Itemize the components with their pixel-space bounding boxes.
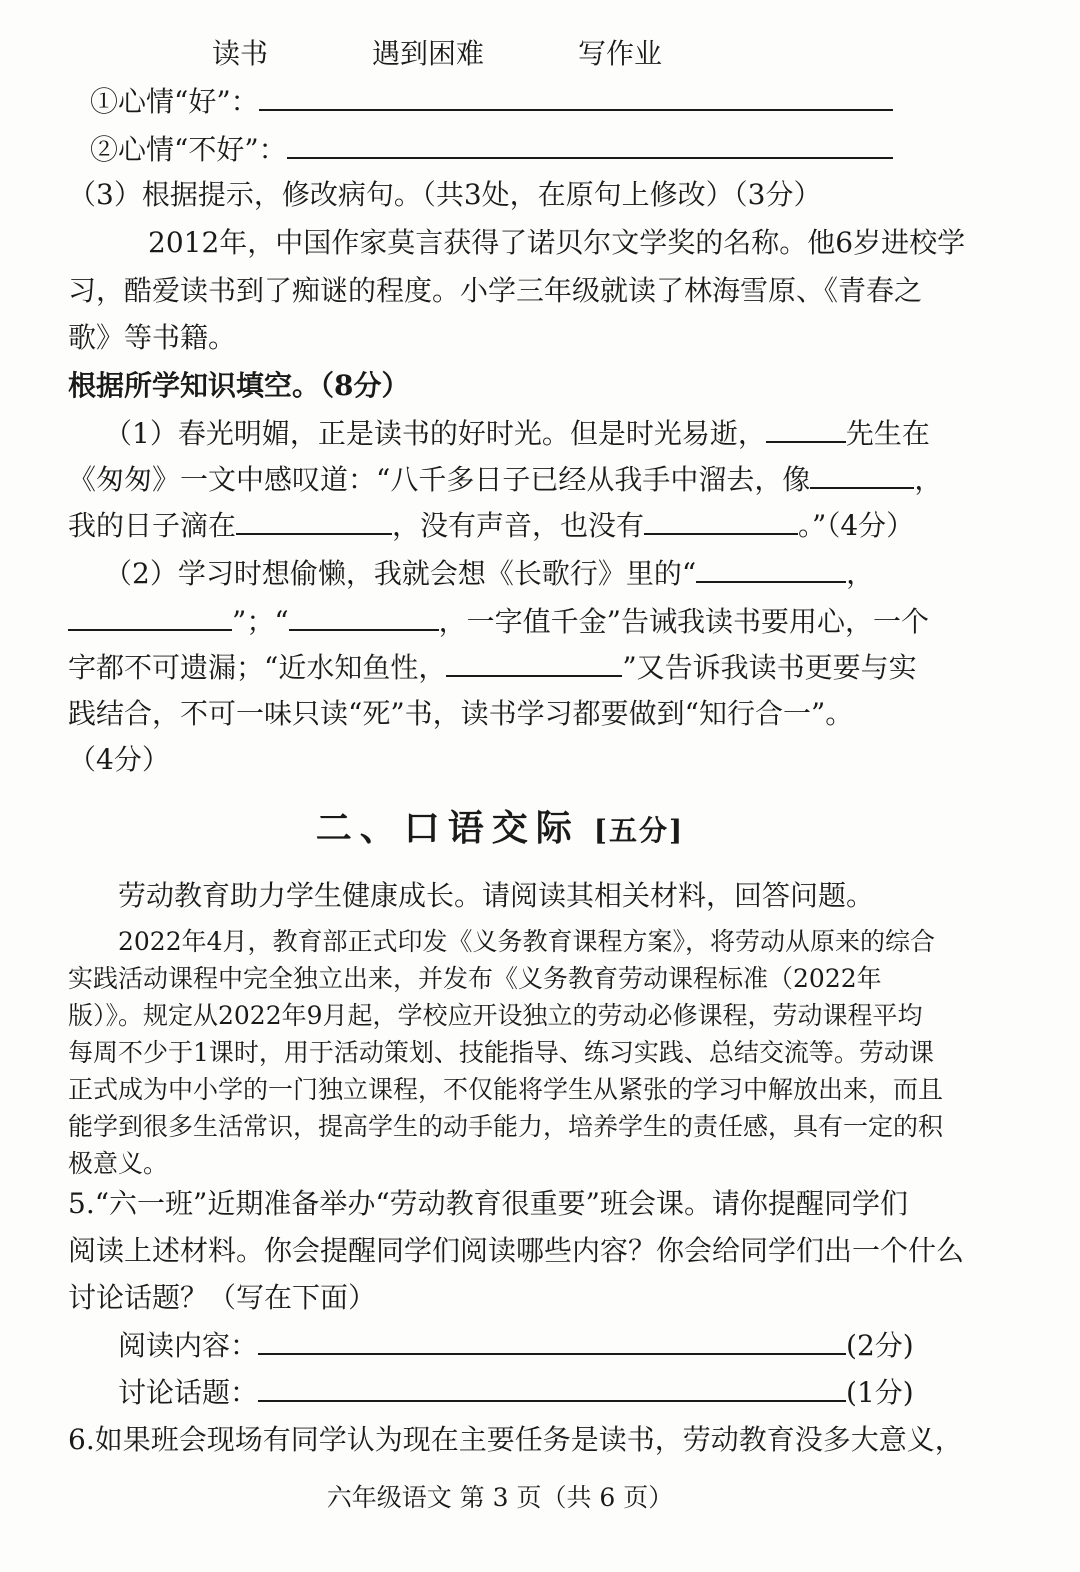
fill2-text-c: ”；“	[232, 605, 289, 638]
fill2-blank-4[interactable]	[446, 649, 622, 677]
option-difficulty: 遇到困难	[372, 37, 485, 70]
fill2-line-4: 践结合，不可一味只读“死”书，读书学习都要做到“知行合一”。	[68, 697, 854, 730]
fill1-text-d: ，	[914, 463, 943, 496]
fill2-line-2	[68, 602, 929, 642]
read-content-row	[118, 1326, 914, 1366]
page-footer: 六年级语文 第 3 页（共 6 页）	[326, 1483, 674, 1512]
material-line-4: 每周不少于1课时，用于活动策划、技能指导、练习实践、总结交流等。劳动课	[68, 1038, 934, 1067]
fill2-text-a: （2）学习时想偷懒，我就会想《长歌行》里的“	[104, 557, 697, 590]
mood-bad-label: ②心情“不好”：	[90, 133, 287, 166]
fill2-line-1	[104, 554, 874, 594]
fill2-blank-2[interactable]	[68, 603, 232, 631]
fill1-line-3	[68, 506, 914, 546]
question-3: （3）根据提示，修改病句。（共3处，在原句上修改）（3分）	[68, 178, 822, 211]
fill1-blank-author[interactable]	[766, 415, 846, 443]
mood-good-label: ①心情“好”：	[90, 85, 259, 118]
question-5-line-3: 讨论话题？（写在下面）	[68, 1281, 377, 1314]
fill1-line-1	[104, 414, 930, 454]
fill2-text-e: 字都不可遗漏；“近水知鱼性，	[68, 651, 447, 684]
fill2-points: （4分）	[68, 743, 170, 776]
read-content-points: (2分)	[846, 1329, 914, 1362]
fill1-text-c: 《匆匆》一文中感叹道：“八千多日子已经从我手中溜去，像	[68, 463, 811, 496]
fill-heading: 根据所学知识填空。（8分）	[68, 369, 410, 402]
mood-bad-blank[interactable]	[287, 131, 893, 159]
sick-sentence-line-1: 2012年，中国作家莫言获得了诺贝尔文学奖的名称。他6岁进校学	[148, 226, 966, 259]
fill1-text-g: 。”（4分）	[798, 509, 915, 542]
material-line-6: 能学到很多生活常识，提高学生的动手能力，培养学生的责任感，具有一定的积	[68, 1112, 944, 1141]
mood-bad-row	[90, 130, 893, 170]
topic-label: 讨论话题：	[118, 1376, 259, 1409]
topic-row	[118, 1373, 914, 1413]
mood-good-blank[interactable]	[259, 83, 893, 111]
fill1-text-a: （1）春光明媚，正是读书的好时光。但是时光易逝，	[104, 417, 766, 450]
section-points: [五分]	[593, 814, 685, 847]
fill1-blank-drip[interactable]	[236, 507, 392, 535]
section-title	[0, 800, 1000, 851]
fill2-blank-1[interactable]	[696, 555, 846, 583]
read-content-blank[interactable]	[258, 1327, 846, 1355]
topic-points: (1分)	[846, 1376, 914, 1409]
material-line-5: 正式成为中小学的一门独立课程，不仅能将学生从紧张的学习中解放出来，而且	[68, 1075, 944, 1104]
fill2-blank-3[interactable]	[289, 603, 439, 631]
fill1-text-e: 我的日子滴在	[68, 509, 237, 542]
question-5-line-1: 5.“六一班”近期准备举办“劳动教育很重要”班会课。请你提醒同学们	[68, 1187, 908, 1220]
fill1-line-2	[68, 460, 942, 500]
mood-good-row	[90, 82, 893, 122]
fill1-text-f: ，没有声音，也没有	[392, 509, 645, 542]
material-line-1: 2022年4月，教育部正式印发《义务教育课程方案》，将劳动从原来的综合	[118, 927, 936, 956]
material-line-7: 极意义。	[68, 1149, 169, 1178]
material-line-3: 版）》。规定从2022年9月起，学校应开设独立的劳动必修课程，劳动课程平均	[68, 1001, 923, 1030]
question-6: 6.如果班会现场有同学认为现在主要任务是读书，劳动教育没多大意义，	[68, 1423, 963, 1456]
intro-text: 劳动教育助力学生健康成长。请阅读其相关材料，回答问题。	[118, 879, 875, 912]
option-homework: 写作业	[578, 37, 663, 70]
fill2-text-d: ，一字值千金”告诫我读书要用心，一个	[438, 605, 929, 638]
section-title-text: 二、口语交际	[315, 807, 580, 849]
option-read: 读书	[212, 37, 269, 70]
fill1-text-b: 先生在	[845, 417, 930, 450]
fill1-blank-like[interactable]	[810, 461, 914, 489]
fill2-text-b: ，	[846, 557, 875, 590]
read-content-label: 阅读内容：	[118, 1329, 259, 1362]
sick-sentence-line-3: 歌》等书籍。	[68, 321, 237, 354]
fill1-blank-trace[interactable]	[644, 507, 798, 535]
topic-blank[interactable]	[258, 1374, 846, 1402]
fill2-line-3	[68, 648, 917, 688]
sick-sentence-line-2: 习，酷爱读书到了痴谜的程度。小学三年级就读了林海雪原、《青春之	[68, 274, 923, 307]
question-5-line-2: 阅读上述材料。你会提醒同学们阅读哪些内容？你会给同学们出一个什么	[68, 1234, 965, 1267]
material-line-2: 实践活动课程中完全独立出来，并发布《义务教育劳动课程标准（2022年	[68, 964, 882, 993]
fill2-text-f: ”又告诉我读书更要与实	[622, 651, 917, 684]
